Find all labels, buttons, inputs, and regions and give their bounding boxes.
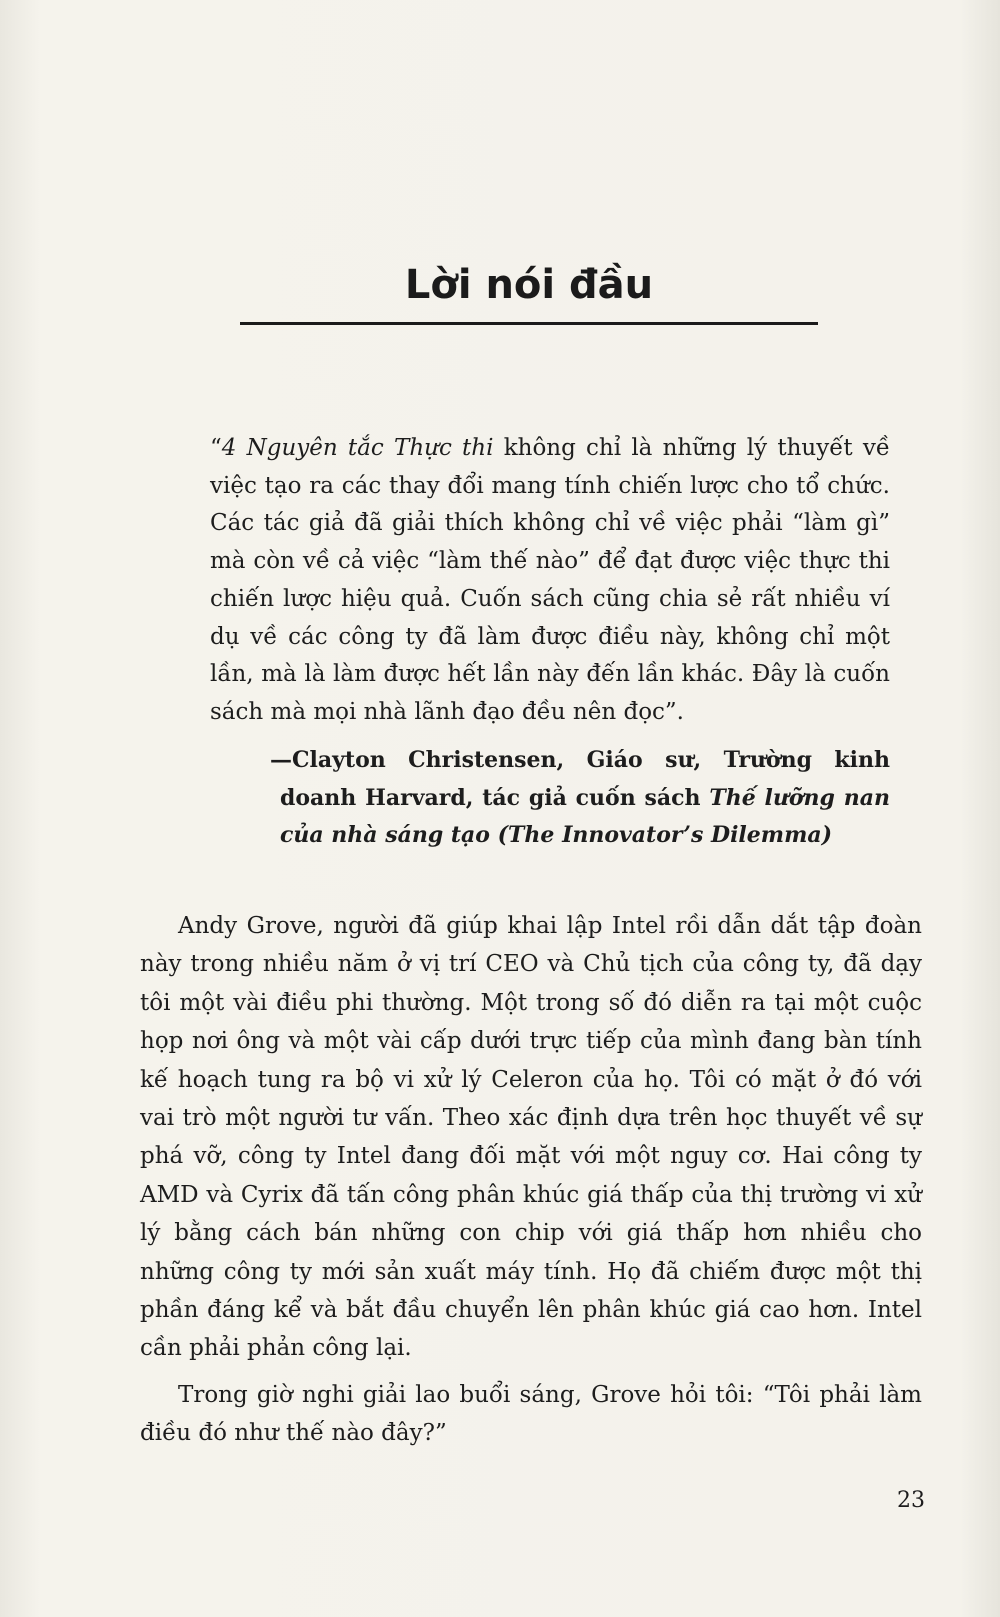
chapter-title: Lời nói đầu bbox=[404, 262, 654, 308]
epigraph-quote-text: không chỉ là những lý thuyết về việc tạo ra các thay đổi mang tính chiến lược cho tổ chức. Các tác giả đã giải thích không chỉ về việc phải “làm gì” mà còn về cả việc “làm thế nào” để đạt được việc thực thi chiến lược hiệu quả. Cuốn sách cũng chia sẻ rất nhiều ví dụ về các công ty đã làm được điều này, không chỉ một lần, mà là làm được hết lần này đến lần khác. Đây là cuốn sách mà mọi nhà lãnh đạo đều nên đọc”. bbox=[210, 435, 890, 725]
attribution-line-1: —Clayton Christensen, Giáo sư, Trường kinh bbox=[270, 747, 890, 773]
attribution-line-2-text: doanh Harvard, tác giả cuốn sách bbox=[280, 784, 710, 811]
body-paragraph-1: Andy Grove, người đã giúp khai lập Intel rồi dẫn dắt tập đoàn này trong nhiều năm ở vị trí CEO và Chủ tịch của công ty, đã dạy tôi một vài điều phi thường. Một trong số đó diễn ra tại một cuộc họp nơi ông và một vài cấp dưới trực tiếp của mình đang bàn tính kế hoạch tung ra bộ vi xử lý Celeron của họ. Tôi có mặt ở đó với vai trò một người tư vấn. Theo xác định dựa trên học thuyết về sự phá vỡ, công ty Intel đang đối mặt với một nguy cơ. Hai công ty AMD và Cyrix đã tấn công phân khúc giá thấp của thị trường vi xử lý bằng cách bán những con chip với giá thấp hơn nhiều cho những công ty mới sản xuất máy tính. Họ đã chiếm được một thị phần đáng kể và bắt đầu chuyển lên phân khúc giá cao hơn. Intel cần phải phản công lại. bbox=[140, 913, 922, 1362]
body-paragraph-2: Trong giờ nghi giải lao buổi sáng, Grove hỏi tôi: “Tôi phải làm điều đó như thế nào đây?” bbox=[140, 1381, 922, 1447]
attribution-book-title-part-1: Thế lưỡng nan bbox=[709, 784, 890, 811]
epigraph-attribution bbox=[270, 742, 890, 855]
attribution-book-title-part-2: của nhà sáng tạo (The Innovator’s Dilemma) bbox=[280, 822, 833, 848]
epigraph-book-title: 4 Nguyên tắc Thực thi bbox=[221, 435, 494, 461]
body-text bbox=[140, 907, 922, 1453]
page-number: 23 bbox=[897, 1488, 925, 1513]
epigraph-open-quote: “ bbox=[210, 435, 222, 461]
title-underline bbox=[240, 322, 818, 325]
attribution-line-3 bbox=[280, 817, 890, 855]
epigraph-quote bbox=[210, 430, 890, 732]
attribution-line-2 bbox=[280, 780, 890, 818]
